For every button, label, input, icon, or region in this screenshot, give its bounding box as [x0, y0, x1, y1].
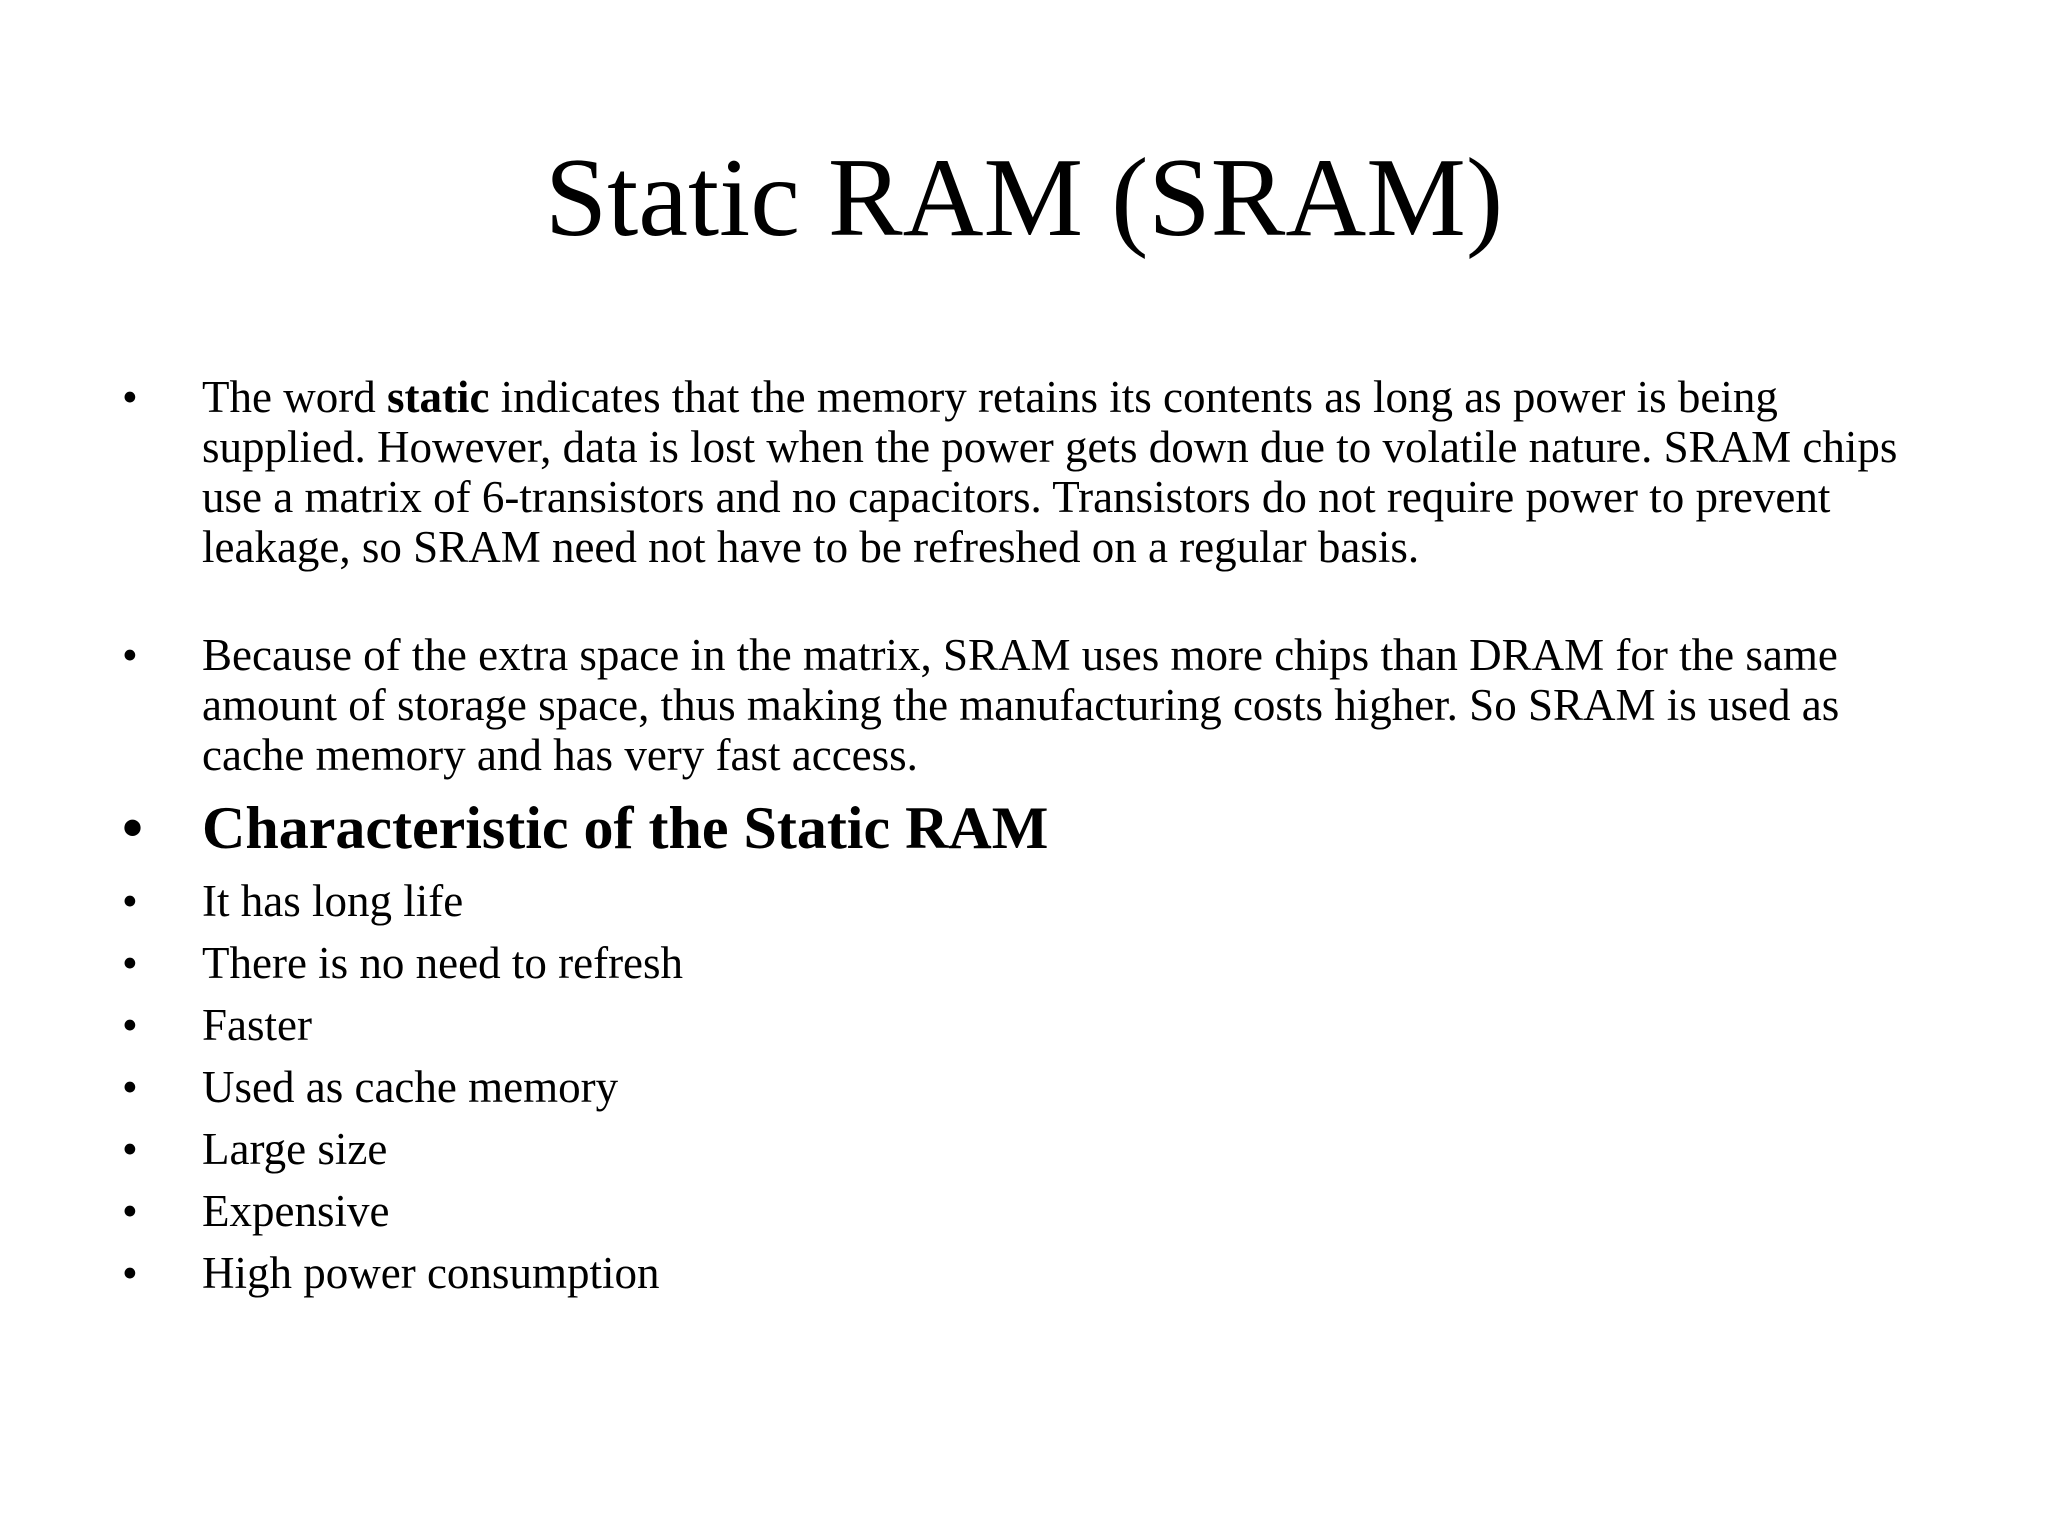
list-item-text: Faster: [202, 1000, 312, 1050]
list-item-text: High power consumption: [202, 1248, 660, 1298]
paragraph-text: [202, 372, 1942, 572]
list-item-text: Expensive: [202, 1186, 390, 1236]
bullet-icon: •: [122, 1000, 138, 1050]
bullet-icon: •: [122, 1062, 138, 1112]
paragraph-text: Because of the extra space in the matrix, SRAM uses more chips than DRAM for the same amount of storage space, thus making the manufacturing costs higher. So SRAM is used as cache memory and has very fast access.: [202, 630, 1840, 780]
bullet-icon: •: [122, 795, 144, 861]
bullet-icon: •: [122, 372, 138, 422]
list-item-text: It has long life: [202, 876, 464, 926]
paragraph-text-start: The word: [202, 372, 387, 422]
list-item-text: There is no need to refresh: [202, 938, 684, 988]
slide-title: Static RAM (SRAM): [544, 136, 1504, 260]
list-item-text: Used as cache memory: [202, 1062, 619, 1112]
bold-term-static: static: [386, 372, 490, 422]
paragraph-text-rest: indicates that the memory retains its contents as long as power is being supplied. However, data is lost when the power gets down due to volatile nature. SRAM chips use a matrix of 6-transistors and no capacitors. Transistors do not require power to prevent leakage, so SRAM need not have to be refreshed on a regular basis.: [202, 372, 1898, 572]
bullet-icon: •: [122, 630, 138, 680]
section-heading: Characteristic of the Static RAM: [202, 795, 1049, 861]
bullet-icon: •: [122, 1186, 138, 1236]
bullet-icon: •: [122, 1248, 138, 1298]
bullet-icon: •: [122, 876, 138, 926]
list-item-text: Large size: [202, 1124, 388, 1174]
bullet-icon: •: [122, 938, 138, 988]
bullet-icon: •: [122, 1124, 138, 1174]
